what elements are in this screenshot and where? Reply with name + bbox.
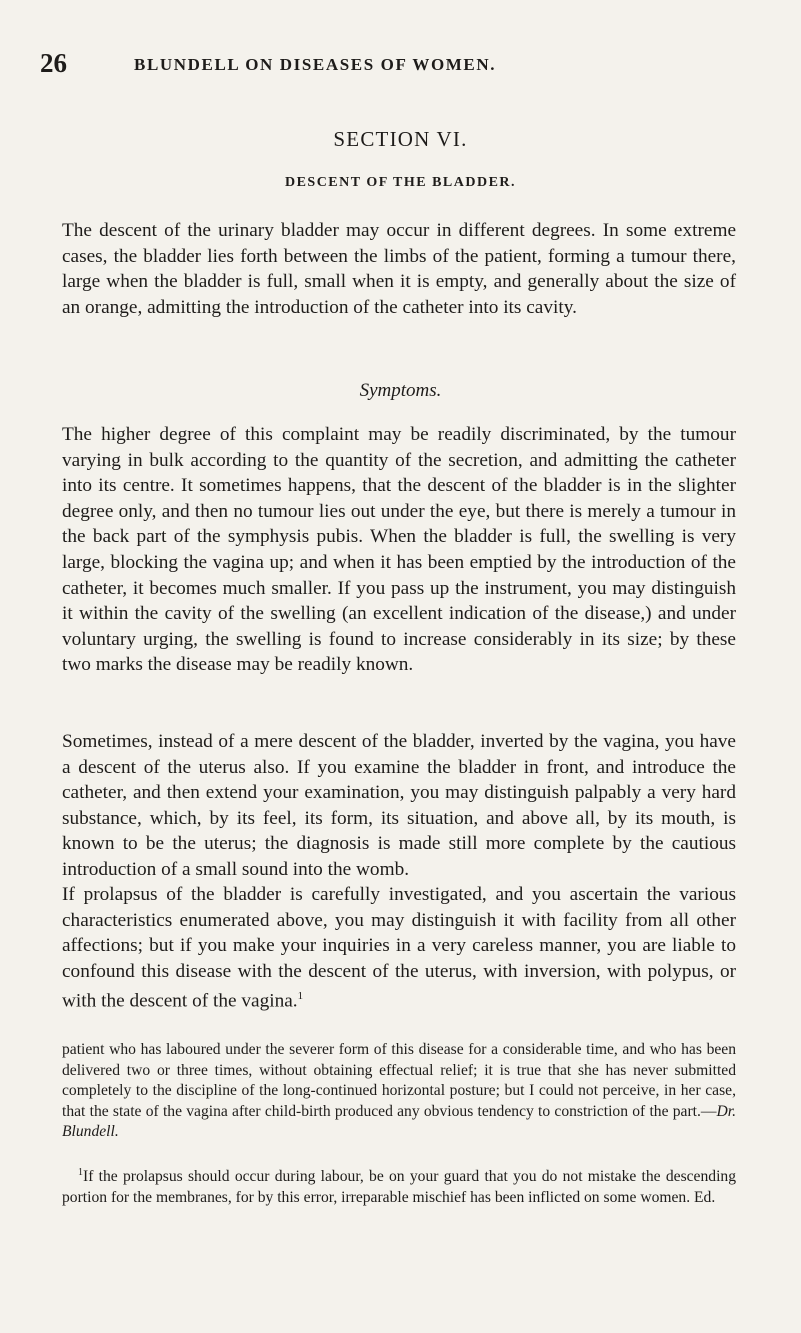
running-head (40, 48, 760, 78)
intro-paragraph: The descent of the urinary bladder may occur in different degrees. In some extreme cases, the bladder lies forth between the limbs of the patient, forming a tumour there, large when the bladder is full, small when it is empty, and generally about the size of an orange, admitting the introduction of the catheter into its cavity. (62, 220, 736, 318)
continued-note-attribution: Dr. Blundell. (62, 1102, 736, 1141)
symptoms-paragraph-2: Sometimes, instead of a mere descent of the bladder, inverted by the vagina, you have a descent of the uterus also. If you examine the bladder in front, and introduce the catheter, and then extend your examination, you may distinguish palpably a very hard substance, which, by its feel, its form, its situation, and above all, by its mouth, is known to be the uterus; the diagnosis is made still more complete by the cautious introduction of a small sound into the womb. (62, 731, 736, 880)
running-title: BLUNDELL ON DISEASES OF WOMEN. (134, 55, 497, 74)
symptoms-paragraph-3 (62, 882, 736, 1014)
paragraph-3-text: If prolapsus of the bladder is carefully investigated, and you ascertain the various characteristics enumerated above, you may distinguish it with facility from all other affections; but if you make your inquiries in a very careless manner, you are liable to confound this disease with the descent of the uterus, with inversion, with polypus, or with the descent of the vagina. (62, 884, 736, 1012)
footnote-attribution: Ed. (694, 1188, 716, 1206)
continued-note-text: patient who has laboured under the severer form of this disease for a considerable time, and who has been delivered two or three times, without obtaining effectual relief; it is true that she has never submitted completely to the discipline of the long-continued horizontal posture; but I could not perceive, in her case, that the state of the vagina after child-birth produced any obvious tendency to constriction of the part.— (62, 1041, 736, 1120)
page-number: 26 (40, 48, 67, 78)
section-subtitle: DESCENT OF THE BLADDER. (284, 175, 517, 190)
section-title: SECTION VI. (333, 127, 468, 151)
footnote (62, 1163, 736, 1208)
symptoms-paragraph-1: The higher degree of this complaint may be readily discriminated, by the tumour varying in bulk according to the quantity of the secretion, and admitting the catheter into its centre. It sometimes happens, that the descent of the bladder is in the slighter degree only, and then no tumour lies out under the eye, but there is merely a tumour in the back part of the symphysis pubis. When the bladder is full, the swelling is very large, blocking the vagina up; and when it has been emptied by the introduction of the catheter, it becomes much smaller. If you pass up the instrument, you may distinguish it within the cavity of the swelling (an excellent indication of the disease,) and under voluntary urging, the swelling is found to increase considerably in its size; by these two marks the disease may be readily known. (62, 424, 736, 676)
symptoms-heading: Symptoms. (359, 380, 442, 401)
footnote-text: If the prolapsus should occur during labour, be on your guard that you do not mistake the descending portion for the membranes, for by this error, irreparable mischief has been inflicted on some women. (62, 1168, 736, 1206)
footnote-marker: 1 (78, 1167, 83, 1178)
footnote-reference: 1 (297, 990, 304, 1003)
continued-note (62, 1040, 736, 1143)
